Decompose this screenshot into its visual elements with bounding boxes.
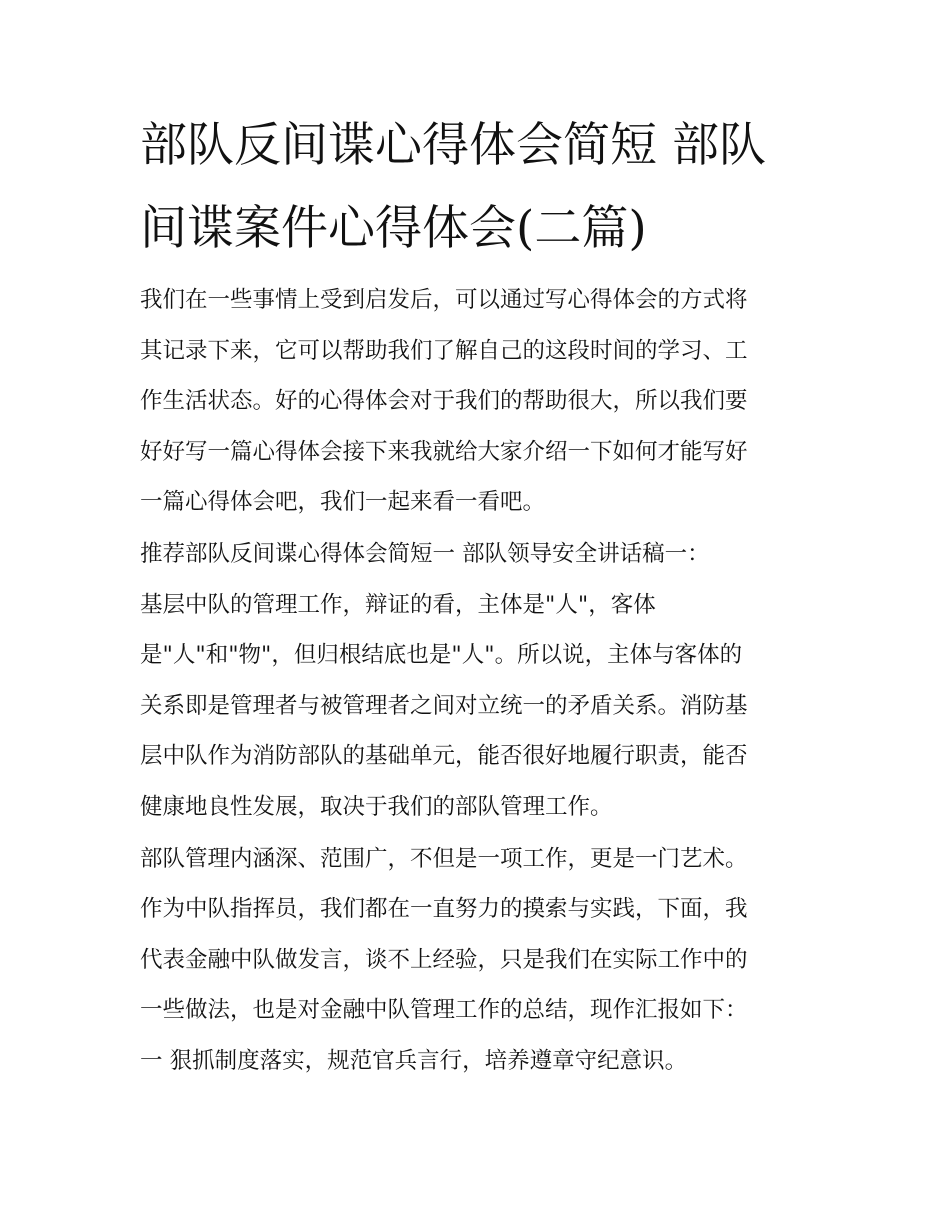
body-line: 其记录下来，它可以帮助我们了解自己的这段时间的学习、工: [140, 338, 748, 364]
body-line: 是"人"和"物"，但归根结底也是"人"。所以说，主体与客体的: [140, 642, 743, 668]
document-title-line-1: 部队反间谍心得体会简短 部队: [140, 118, 766, 173]
body-line: 代表金融中队做发言，谈不上经验，只是我们在实际工作中的: [140, 947, 748, 973]
body-line: 一 狠抓制度落实，规范官兵言行，培养遵章守纪意识。: [140, 1048, 688, 1074]
body-line: 作为中队指挥员，我们都在一直努力的摸索与实践，下面，我: [140, 896, 748, 922]
body-line: 一些做法，也是对金融中队管理工作的总结，现作汇报如下：: [140, 997, 748, 1023]
body-line: 好好写一篇心得体会接下来我就给大家介绍一下如何才能写好: [140, 439, 748, 465]
body-line: 作生活状态。好的心得体会对于我们的帮助很大，所以我们要: [140, 388, 748, 414]
body-line: 部队管理内涵深、范围广，不但是一项工作，更是一门艺术。: [140, 846, 748, 872]
body-line: 基层中队的管理工作，辩证的看，主体是"人"，客体: [140, 592, 656, 618]
body-line: 一篇心得体会吧，我们一起来看一看吧。: [140, 489, 546, 515]
body-line: 关系即是管理者与被管理者之间对立统一的矛盾关系。消防基: [140, 693, 748, 719]
body-line: 推荐部队反间谍心得体会简短一 部队领导安全讲话稿一：: [140, 541, 710, 567]
body-line: 层中队作为消防部队的基础单元，能否很好地履行职责，能否: [140, 743, 748, 769]
document-title-line-2: 间谍案件心得体会(二篇): [140, 201, 647, 256]
body-line: 健康地良性发展，取决于我们的部队管理工作。: [140, 794, 613, 820]
body-line: 我们在一些事情上受到启发后，可以通过写心得体会的方式将: [140, 287, 748, 313]
